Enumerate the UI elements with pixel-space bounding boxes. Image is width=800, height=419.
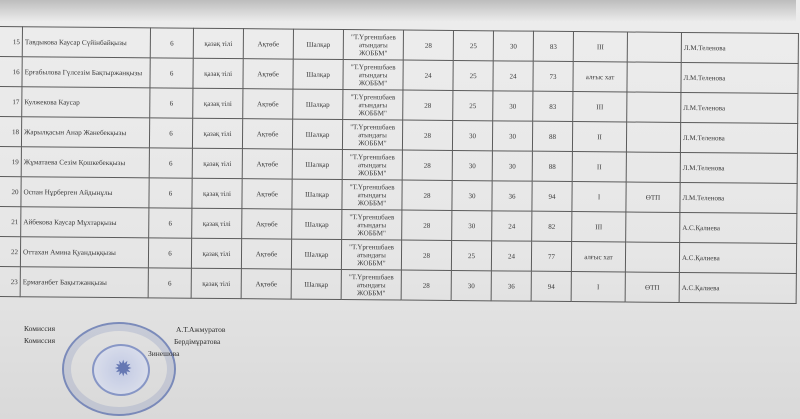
total-score: 88 xyxy=(532,121,572,151)
score-round-1: 24 xyxy=(403,60,453,90)
district-cell: Шалқар xyxy=(292,179,342,209)
place-award: III xyxy=(573,92,627,122)
score-round-3: 24 xyxy=(491,241,531,271)
note-cell xyxy=(627,62,681,92)
score-round-2: 30 xyxy=(451,270,491,300)
district-cell: Шалқар xyxy=(293,59,343,89)
teacher-name: Л.М.Теленова xyxy=(681,32,798,63)
grade-cell: 6 xyxy=(150,88,193,118)
district-cell: Шалқар xyxy=(292,119,342,149)
place-award: I xyxy=(571,272,625,302)
region-cell: Ақтөбе xyxy=(243,89,293,119)
grade-cell: 6 xyxy=(150,28,193,58)
grade-cell: 6 xyxy=(150,58,193,88)
signature-line-1 xyxy=(24,324,55,333)
school-cell: "Т.Үргеншбаев атындағы ЖОББМ" xyxy=(343,30,403,61)
school-cell: "Т.Үргеншбаев атындағы ЖОББМ" xyxy=(343,60,403,91)
student-name: Кулжекова Каусар xyxy=(22,87,150,118)
score-round-1: 28 xyxy=(403,90,453,120)
score-round-2: 30 xyxy=(452,210,492,240)
score-round-1: 28 xyxy=(402,180,452,210)
teacher-name: Л.М.Теленова xyxy=(681,62,798,93)
region-cell: Ақтөбе xyxy=(242,179,292,209)
note-cell xyxy=(626,152,680,182)
score-round-3: 30 xyxy=(493,31,533,61)
region-cell: Ақтөбе xyxy=(243,59,293,89)
total-score: 82 xyxy=(532,211,572,241)
score-round-3: 36 xyxy=(492,181,532,211)
place-award: III xyxy=(572,212,626,242)
total-score: 94 xyxy=(532,181,572,211)
official-seal xyxy=(62,322,176,416)
row-number: 21 xyxy=(0,206,21,236)
district-cell: Шалқар xyxy=(291,269,341,299)
region-cell: Ақтөбе xyxy=(242,149,292,179)
place-award: алғыс хат xyxy=(573,62,627,92)
language-cell: қазақ тілі xyxy=(191,238,241,268)
grade-cell: 6 xyxy=(149,118,192,148)
student-name: Ерғабылова Гүлсезім Бақтыржанқызы xyxy=(22,57,150,88)
score-round-2: 25 xyxy=(453,60,493,90)
student-name: Жұматаева Сезім Қошкебекқызы xyxy=(21,147,149,178)
student-name: Оттахан Амина Қуандыққызы xyxy=(20,237,148,268)
student-name: Айбекова Каусар Мұхтарқызы xyxy=(21,207,149,238)
score-round-1: 28 xyxy=(402,210,452,240)
score-round-3: 24 xyxy=(493,61,533,91)
signatory-name-2: Бердімұратова xyxy=(174,337,221,346)
grade-cell: 6 xyxy=(149,178,192,208)
total-score: 83 xyxy=(533,91,573,121)
score-round-2: 25 xyxy=(453,30,493,60)
grade-cell: 6 xyxy=(148,268,191,298)
language-cell: қазақ тілі xyxy=(191,268,241,298)
row-number: 23 xyxy=(0,266,20,296)
student-name: Жарылқасын Анар Жанебекқызы xyxy=(21,117,149,148)
total-score: 94 xyxy=(531,271,571,301)
score-round-1: 28 xyxy=(402,150,452,180)
score-round-2: 25 xyxy=(451,240,491,270)
place-award: алғыс хат xyxy=(571,242,625,272)
results-table xyxy=(0,26,799,304)
teacher-name: Л.М.Теленова xyxy=(681,92,798,123)
seal-star-icon: ✹ xyxy=(114,356,133,381)
district-cell: Шалқар xyxy=(291,239,341,269)
row-number: 18 xyxy=(0,117,22,147)
school-cell: "Т.Үргеншбаев атындағы ЖОББМ" xyxy=(341,240,401,271)
note-cell: ӨТП xyxy=(625,272,679,302)
score-round-3: 30 xyxy=(493,91,533,121)
note-cell: ӨТП xyxy=(626,182,680,212)
language-cell: қазақ тілі xyxy=(193,28,243,58)
student-name: Оспан Нұрберген Айдынұлы xyxy=(21,177,149,208)
score-round-3: 30 xyxy=(492,121,532,151)
commission-label-1: Комиссия xyxy=(24,324,56,333)
teacher-name: А.С.Қалиева xyxy=(679,242,796,273)
district-cell: Шалқар xyxy=(293,89,343,119)
grade-cell: 6 xyxy=(149,208,192,238)
total-score: 73 xyxy=(533,61,573,91)
grade-cell: 6 xyxy=(149,148,192,178)
table-row xyxy=(0,266,796,303)
language-cell: қазақ тілі xyxy=(193,58,243,88)
language-cell: қазақ тілі xyxy=(193,88,243,118)
note-cell xyxy=(627,92,681,122)
score-round-1: 28 xyxy=(401,240,451,270)
language-cell: қазақ тілі xyxy=(192,148,242,178)
school-cell: "Т.Үргеншбаев атындағы ЖОББМ" xyxy=(342,210,402,241)
score-round-2: 25 xyxy=(453,90,493,120)
page-shadow xyxy=(0,0,796,22)
school-cell: "Т.Үргеншбаев атындағы ЖОББМ" xyxy=(342,180,402,211)
language-cell: қазақ тілі xyxy=(192,208,242,238)
score-round-2: 30 xyxy=(452,150,492,180)
row-number: 19 xyxy=(0,146,21,176)
score-round-3: 36 xyxy=(491,271,531,301)
score-round-1: 28 xyxy=(402,120,452,150)
region-cell: Ақтөбе xyxy=(242,209,292,239)
school-cell: "Т.Үргеншбаев атындағы ЖОББМ" xyxy=(342,120,402,151)
signature-line-2 xyxy=(24,336,55,345)
student-name: Ермағанбет Бақытжанқызы xyxy=(20,267,148,298)
grade-cell: 6 xyxy=(148,238,191,268)
teacher-name: А.С.Қалиева xyxy=(680,212,797,243)
teacher-name: Л.М.Теленова xyxy=(680,122,797,153)
commission-label-2: Комиссия xyxy=(24,336,56,345)
signatory-name-1: А.Т.Ажмуратов xyxy=(176,325,226,334)
note-cell xyxy=(626,122,680,152)
total-score: 77 xyxy=(531,241,571,271)
region-cell: Ақтөбе xyxy=(242,119,292,149)
score-round-3: 30 xyxy=(492,151,532,181)
total-score: 88 xyxy=(532,151,572,181)
score-round-2: 30 xyxy=(452,120,492,150)
row-number: 17 xyxy=(0,87,22,117)
signature-block xyxy=(24,322,324,412)
row-number: 15 xyxy=(0,27,22,57)
place-award: II xyxy=(572,122,626,152)
score-round-1: 28 xyxy=(401,270,451,300)
region-cell: Ақтөбе xyxy=(241,269,291,299)
district-cell: Шалқар xyxy=(292,149,342,179)
school-cell: "Т.Үргеншбаев атындағы ЖОББМ" xyxy=(342,150,402,181)
seal-emblem xyxy=(92,344,150,396)
teacher-name: Л.М.Теленова xyxy=(680,182,797,213)
total-score: 83 xyxy=(533,31,573,61)
place-award: I xyxy=(572,182,626,212)
language-cell: қазақ тілі xyxy=(192,178,242,208)
note-cell xyxy=(626,212,680,242)
row-number: 16 xyxy=(0,57,22,87)
language-cell: қазақ тілі xyxy=(192,118,242,148)
table-body xyxy=(0,27,798,304)
score-round-2: 30 xyxy=(452,180,492,210)
place-award: III xyxy=(573,32,627,62)
note-cell xyxy=(625,242,679,272)
region-cell: Ақтөбе xyxy=(241,239,291,269)
score-round-3: 24 xyxy=(492,211,532,241)
district-cell: Шалқар xyxy=(292,209,342,239)
student-name: Тавдыкова Каусар Сүйінбайқызы xyxy=(22,27,150,58)
region-cell: Ақтөбе xyxy=(243,29,293,59)
teacher-name: Л.М.Теленова xyxy=(680,152,797,183)
signatory-name-3: Зинешова xyxy=(148,349,180,358)
school-cell: "Т.Үргеншбаев атындағы ЖОББМ" xyxy=(341,270,401,301)
score-round-1: 28 xyxy=(403,30,453,60)
school-cell: "Т.Үргеншбаев атындағы ЖОББМ" xyxy=(343,90,403,121)
note-cell xyxy=(627,32,681,62)
place-award: II xyxy=(572,152,626,182)
row-number: 20 xyxy=(0,176,21,206)
row-number: 22 xyxy=(0,236,21,266)
district-cell: Шалқар xyxy=(293,29,343,59)
teacher-name: А.С.Қалиева xyxy=(679,272,796,303)
